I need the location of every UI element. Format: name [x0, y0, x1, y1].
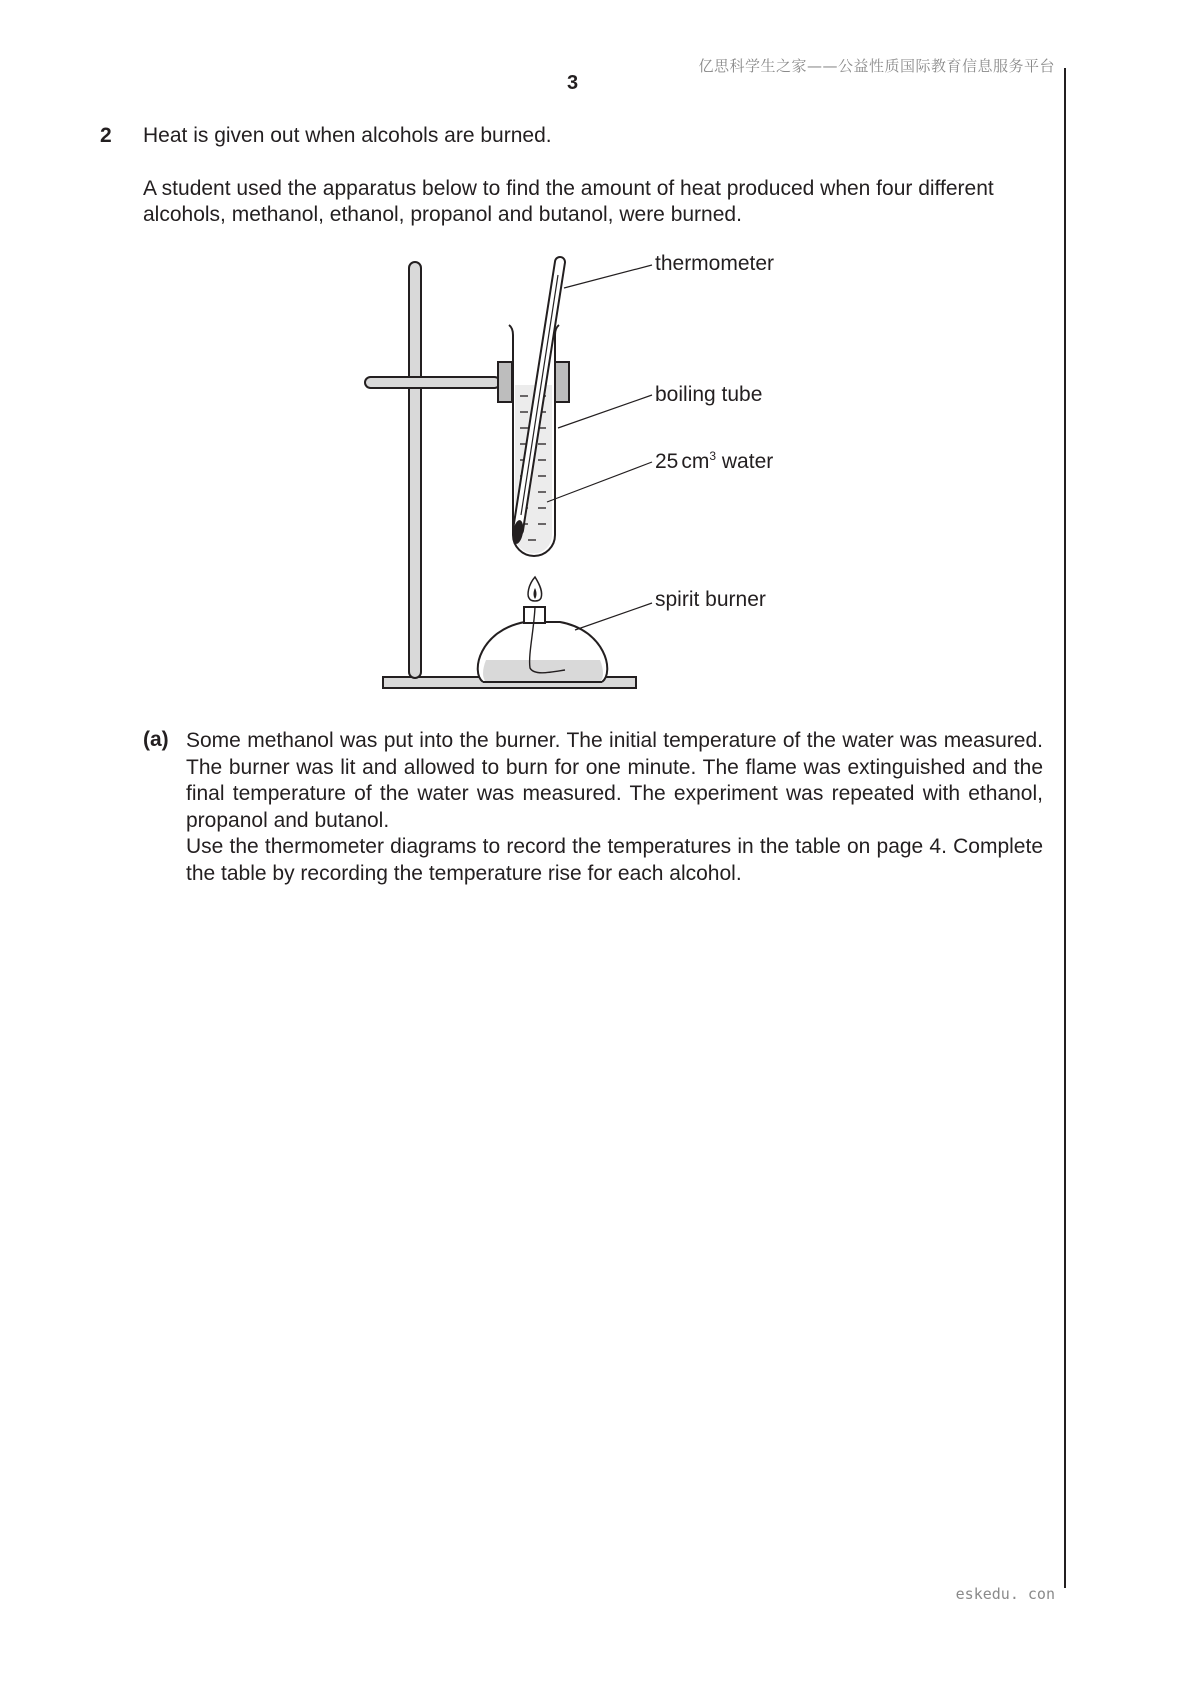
question-body: A student used the apparatus below to find the amount of heat produced when four different alcohols, methanol, ethanol, propanol and butanol, were burned. [143, 177, 994, 226]
spirit-burner [478, 577, 608, 682]
leader-spirit-burner [575, 603, 652, 630]
clamp-arm [365, 377, 500, 388]
part-a-paragraph-2: Use the thermometer diagrams to record the temperatures in the table on page 4. Complete the table by recording the temperature rise for each alcohol. [186, 835, 1043, 885]
water-word: water [721, 450, 774, 473]
label-water [655, 449, 773, 474]
question-intro: Heat is given out when alcohols are burned. [143, 124, 552, 147]
stand-rod [409, 262, 421, 678]
clamp-jaw-left [498, 362, 512, 402]
label-thermometer: thermometer [655, 252, 775, 275]
apparatus-diagram [360, 250, 810, 700]
water-unit-exponent: 3 [709, 449, 717, 463]
label-spirit-burner: spirit burner [655, 588, 766, 611]
leader-thermometer [564, 265, 652, 288]
label-boiling-tube: boiling tube [655, 383, 763, 406]
part-a-label: (a) [143, 728, 169, 751]
margin-rule [1064, 68, 1066, 1588]
water-amount: 25 [655, 450, 679, 473]
page-number: 3 [566, 72, 579, 94]
part-a-body [186, 728, 1043, 887]
question-number: 2 [100, 124, 112, 147]
part-a-paragraph-1: Some methanol was put into the burner. The initial temperature of the water was measured. The burner was lit and allowed to burn for one minute. The flame was extinguished and the final temperature of the water was measured. The experiment was repeated with ethanol, propanol and butanol. [186, 729, 1043, 832]
clamp-jaw-right [555, 362, 569, 402]
leader-water [547, 462, 652, 502]
footer-site: eskedu. con [955, 1585, 1055, 1603]
water-unit: cm [681, 450, 710, 473]
watermark: 亿思科学生之家——公益性质国际教育信息服务平台 [698, 57, 1055, 75]
leader-boiling-tube [558, 395, 652, 428]
